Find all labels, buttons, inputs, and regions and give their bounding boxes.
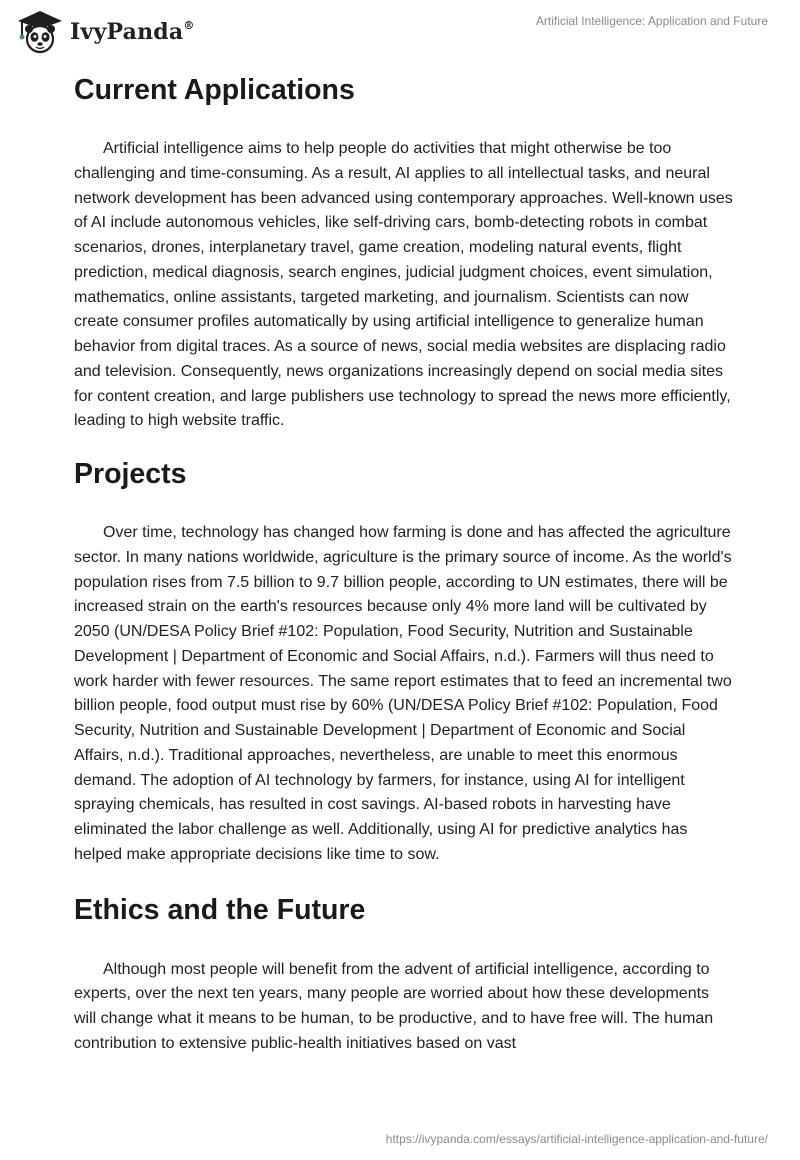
section-heading: Current Applications xyxy=(74,74,355,106)
section-ethics-and-future xyxy=(74,888,734,1057)
brand-logo[interactable] xyxy=(14,8,195,56)
registered-mark: ® xyxy=(183,18,195,32)
section-heading: Projects xyxy=(74,458,187,490)
section-projects xyxy=(74,452,734,868)
panda-graduate-icon xyxy=(14,9,64,55)
page-header xyxy=(0,0,800,60)
section-paragraph: Although most people will benefit from the advent of artificial intelligence, according to experts, over the next ten years, many people are worried about how these developments will change what it means to be human, to be productive, and to have free will. The human contribution to extensive public-health initiatives based on vast xyxy=(74,960,714,1052)
section-current-applications xyxy=(74,68,734,434)
section-paragraph: Over time, technology has changed how farming is done and has affected the agriculture sector. In many nations worldwide, agriculture is the primary source of income. As the world's population rises from 7.5 billion to 9.7 billion people, according to UN estimates, there will be increased strain on the earth's resources because only 4% more land will be cultivated by 2050 (UN/DESA Policy Brief #102: Population, Food Security, Nutrition and Sustainable Development | Department of Economic and Social Affairs, n.d.). Farmers will thus need to work harder with fewer resources. The same report estimates that to feed an incremental two billion people, food output must rise by 60% (UN/DESA Policy Brief #102: Population, Food Security, Nutrition and Sustainable Development | Department of Economic and Social Affairs, n.d.). Traditional approaches, nevertheless, are unable to meet this enormous demand. The adoption of AI technology by farmers, for instance, using AI for intelligent spraying chemicals, has resulted in cost savings. AI-based robots in harvesting have eliminated the labor challenge as well. Additionally, using AI for predictive analytics has helped make appropriate decisions like time to sow. xyxy=(74,524,732,863)
section-paragraph: Artificial intelligence aims to help people do activities that might otherwise be too challenging and time-consuming. As a result, AI applies to all intellectual tasks, and neural network development has been advanced using contemporary approaches. Well-known uses of AI include autonomous vehicles, like self-driving cars, bomb-detecting robots in combat scenarios, drones, interplanetary travel, game creation, modeling natural events, flight prediction, medical diagnosis, search engines, judicial judgment choices, event simulation, mathematics, online assistants, targeted marketing, and journalism. Scientists can now create consumer profiles automatically by using artificial intelligence to generalize human behavior from digital traces. As a source of news, social media websites are displacing radio and television. Consequently, news organizations increasingly depend on social media sites for content creation, and large publishers use technology to spread the news more efficiently, leading to high website traffic. xyxy=(74,140,733,430)
source-url-link[interactable]: https://ivypanda.com/essays/artificial-intelligence-application-and-future/ xyxy=(385,1132,768,1146)
document-title: Artificial Intelligence: Application and Future xyxy=(535,14,768,28)
section-heading: Ethics and the Future xyxy=(74,893,366,926)
brand-name: IvyPanda® xyxy=(70,18,195,45)
article-body xyxy=(74,68,734,1057)
